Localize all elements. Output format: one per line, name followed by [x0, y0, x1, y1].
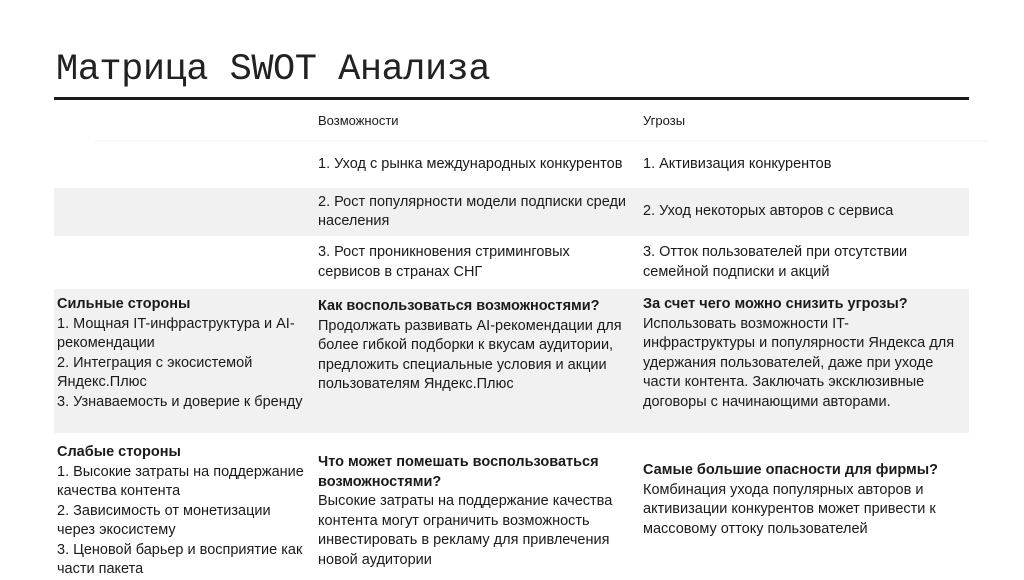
strength-item: 2. Интеграция с экосистемой Яндекс.Плюс [57, 354, 253, 390]
table-row [54, 142, 969, 188]
row-label [54, 188, 314, 236]
weaknesses-title: Слабые стороны [57, 444, 181, 460]
strengths-row [54, 289, 969, 433]
so-answer: Продолжать развивать AI-рекомендации для более гибкой подборки к вкусам аудитории, предложить специальные условия и акции пользователям Яндекс.Плюс [318, 317, 622, 392]
header-threats: Угрозы [643, 113, 686, 129]
strengths-cell [54, 289, 314, 433]
table-row [54, 188, 969, 236]
opportunity-2: 2. Рост популярности модели подписки среди населения [318, 193, 627, 229]
page-title: Матрица SWOT Анализа [56, 49, 491, 91]
opportunity-3: 3. Рост проникновения стриминговых сервисов в странах СНГ [318, 244, 570, 280]
threat-1: 1. Активизация конкурентов [643, 156, 832, 173]
so-question: Как воспользоваться возможностями? [318, 298, 600, 314]
st-question: За счет чего можно снизить угрозы? [643, 296, 908, 312]
swot-table [54, 100, 969, 575]
row-label [54, 236, 314, 289]
strength-item: 1. Мощная IT-инфраструктура и AI-рекомендации [57, 315, 295, 351]
weakness-item: 3. Ценовой барьер и восприятие как части пакета [57, 541, 303, 577]
wt-answer: Комбинация ухода популярных авторов и активизации конкурентов может привести к массовому оттоку пользователей [643, 481, 936, 537]
wo-question: Что может помешать воспользоваться возможностями? [318, 454, 599, 490]
table-header-row [54, 100, 969, 142]
row-label [54, 142, 314, 188]
table-row [54, 236, 969, 289]
weaknesses-cell [54, 433, 314, 575]
header-opportunities: Возможности [318, 113, 399, 129]
threat-3: 3. Отток пользователей при отсутствии семейной подписки и акций [643, 244, 908, 280]
threat-2: 2. Уход некоторых авторов с сервиса [643, 203, 894, 220]
st-strategy-cell [639, 289, 969, 433]
so-strategy-cell [314, 289, 639, 433]
wo-strategy-cell [314, 433, 639, 575]
strength-item: 3. Узнаваемость и доверие к бренду [57, 393, 303, 410]
weaknesses-row [54, 433, 969, 575]
header-empty [54, 100, 314, 142]
weakness-item: 1. Высокие затраты на поддержание качества контента [57, 463, 304, 499]
opportunity-1: 1. Уход с рынка международных конкурентов [318, 156, 623, 173]
strengths-title: Сильные стороны [57, 296, 191, 312]
wt-strategy-cell [639, 433, 969, 575]
weakness-item: 2. Зависимость от монетизации через экосистему [57, 502, 271, 538]
wo-answer: Высокие затраты на поддержание качества контента могут ограничить возможность инвестировать в рекламу для привлечения новой аудитории [318, 493, 613, 568]
wt-question: Самые большие опасности для фирмы? [643, 462, 938, 478]
st-answer: Использовать возможности IT-инфраструктуры и популярности Яндекса для удержания пользователей, даже при уходе части контента. Заключать эксклюзивные договоры с начинающими авторами. [643, 315, 955, 410]
